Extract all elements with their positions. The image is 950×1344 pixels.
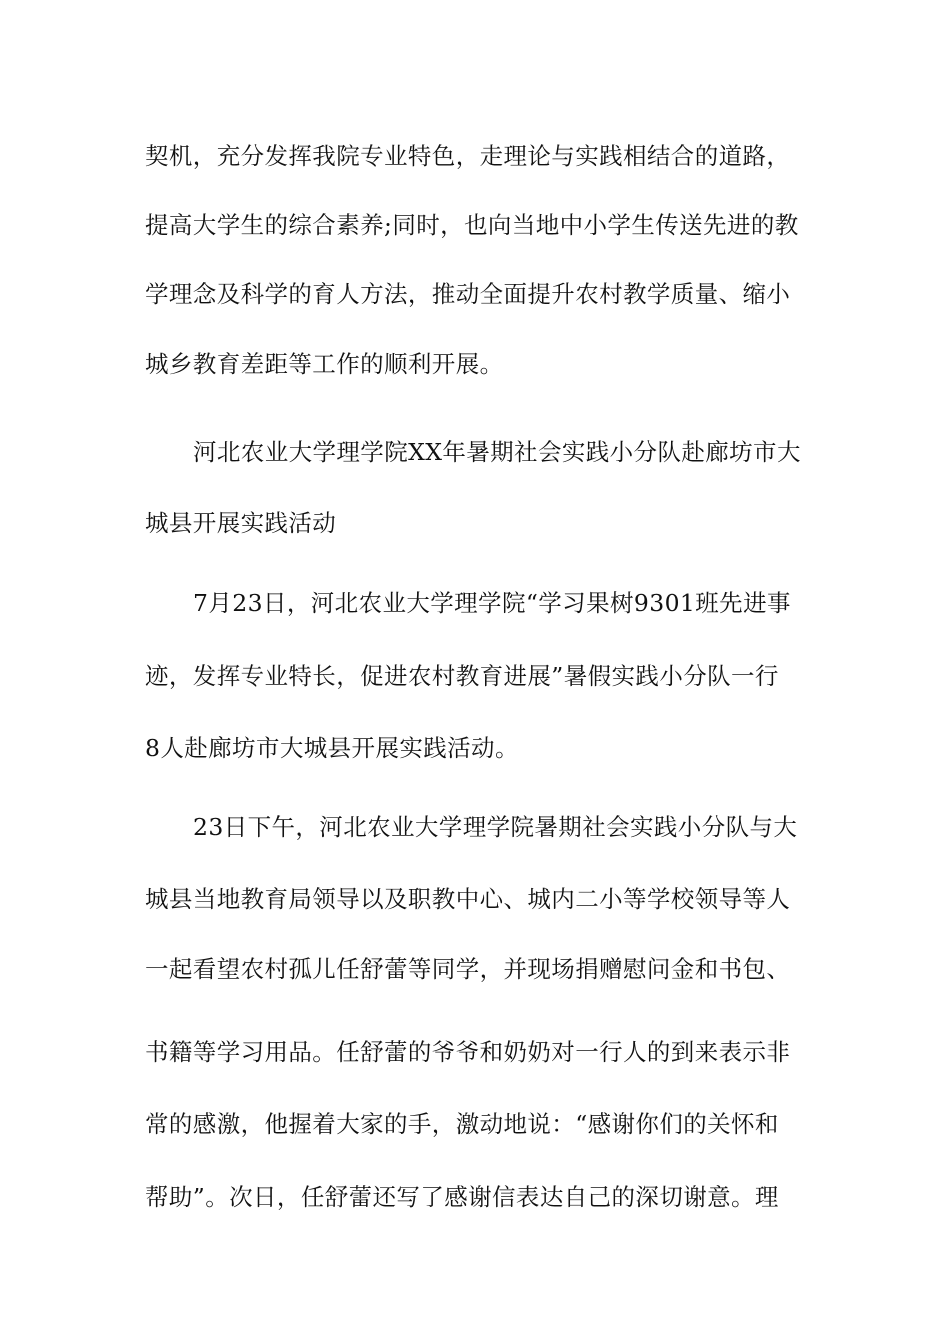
- text-line: 23日下午，河北农业大学理学院暑期社会实践小分队与大: [193, 813, 798, 841]
- text-line: 契机，充分发挥我院专业特色，走理论与实践相结合的道路，: [145, 142, 791, 170]
- text-line: 一起看望农村孤儿任舒蕾等同学，并现场捐赠慰问金和书包、: [145, 955, 791, 983]
- text-line: 城县当地教育局领导以及职教中心、城内二小等学校领导等人: [145, 885, 791, 913]
- text-line: 7月23日，河北农业大学理学院“学习果树9301班先进事: [193, 589, 791, 617]
- text-line: 8人赴廊坊市大城县开展实践活动。: [145, 734, 519, 762]
- text-line: 迹，发挥专业特长，促进农村教育进展”暑假实践小分队一行: [145, 662, 779, 690]
- text-line: 常的感激，他握着大家的手，激动地说：“感谢你们的关怀和: [145, 1110, 779, 1138]
- text-line: 城乡教育差距等工作的顺利开展。: [145, 350, 504, 378]
- text-line: 城县开展实践活动: [145, 509, 337, 537]
- text-line: 帮助”。次日，任舒蕾还写了感谢信表达自己的深切谢意。理: [145, 1183, 779, 1211]
- text-line: 书籍等学习用品。任舒蕾的爷爷和奶奶对一行人的到来表示非: [145, 1038, 791, 1066]
- text-line: 学理念及科学的育人方法，推动全面提升农村教学质量、缩小: [145, 280, 791, 308]
- text-line: 提高大学生的综合素养;同时，也向当地中小学生传送先进的教: [145, 211, 799, 239]
- text-line: 河北农业大学理学院XX年暑期社会实践小分队赴廊坊市大: [193, 438, 801, 466]
